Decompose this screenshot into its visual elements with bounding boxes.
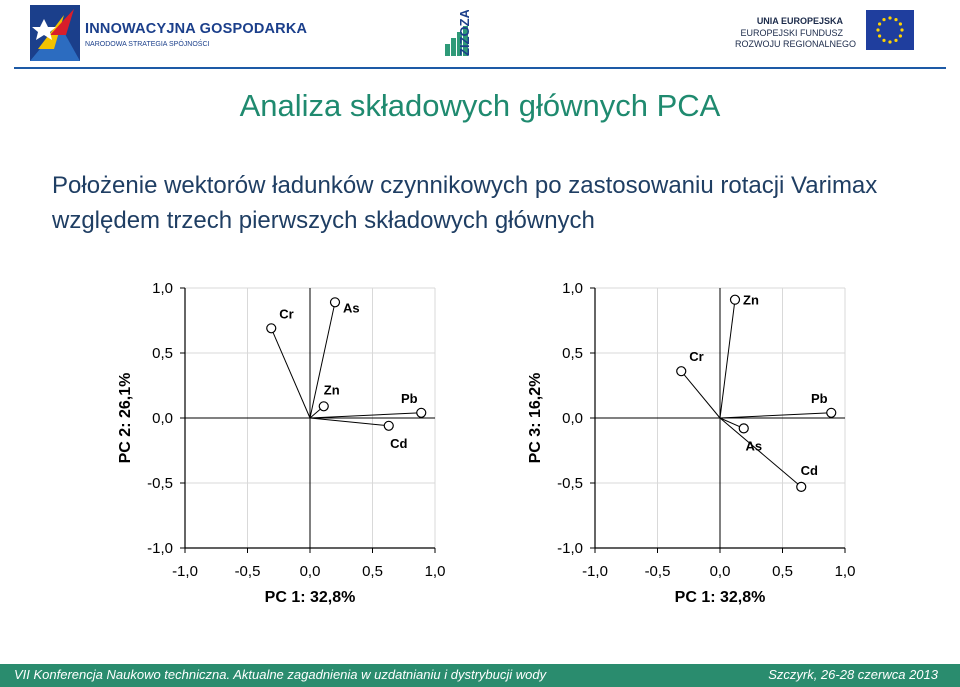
point-label-zn: Zn [743,292,759,308]
x-tick-label: 1,0 [834,563,856,580]
y-tick-label: 0,5 [562,345,583,362]
point-label-as: As [745,438,763,454]
y-tick-label: -0,5 [557,475,583,492]
loading-point-pb [417,408,426,417]
x-tick-label: -0,5 [234,563,261,580]
y-tick-label: 1,0 [562,280,583,297]
eu-star-icon [899,34,902,37]
eu-star-icon [894,39,897,42]
pca-chart-pc1-pc2 [100,262,500,622]
loading-vector-zn [720,300,735,418]
x-tick-label: -0,5 [644,563,671,580]
x-tick-label: 0,0 [709,563,731,580]
eu-logo-line1: UNIA EUROPEJSKA [756,16,843,26]
loading-point-cr [267,324,276,333]
header [0,0,960,70]
point-label-cd: Cd [390,435,408,451]
zizozap-logo-mark-icon [445,10,515,58]
x-tick-label: 0,5 [772,563,793,580]
y-axis-label: PC 3: 16,2% [527,372,544,464]
point-label-pb: Pb [810,390,828,406]
loading-point-cr [677,367,686,376]
eu-star-icon [899,22,902,25]
page-title: Analiza składowych głównych PCA [239,88,721,123]
loading-point-as [331,298,340,307]
eu-logo-line2: EUROPEJSKI FUNDUSZ [740,28,843,38]
eu-star-icon [876,28,879,31]
header-divider [14,67,946,69]
loading-point-cd [797,482,806,491]
loading-vector-cr [271,328,310,418]
y-tick-label: 1,0 [152,280,173,297]
x-tick-label: 0,0 [299,563,321,580]
y-tick-label: -1,0 [147,540,173,557]
y-tick-label: 0,0 [152,410,173,427]
zizozap-logo [445,10,515,58]
y-tick-label: -1,0 [557,540,583,557]
pca-chart-pc1-pc3 [510,262,910,622]
y-axis-label: PC 2: 26,1% [117,372,134,464]
loading-vector-pb [720,413,831,418]
eu-star-icon [888,16,891,19]
zizozap-logo-text: ZIZOZAP [457,10,472,56]
loading-vector-as [310,302,335,418]
loading-vector-cd [720,418,801,487]
loading-point-as [739,424,748,433]
loading-point-zn [319,402,328,411]
eu-star-icon [894,18,897,21]
loading-vector-pb [310,413,421,418]
point-label-as: As [343,300,360,316]
point-label-cr: Cr [689,349,704,365]
y-tick-label: 0,5 [152,345,173,362]
x-tick-label: 0,5 [362,563,383,580]
ig-logo-subtext: NARODOWA STRATEGIA SPÓJNOŚCI [85,41,210,48]
x-axis-label: PC 1: 32,8% [264,589,356,606]
eu-star-icon [882,39,885,42]
eu-star-icon [878,34,881,37]
point-label-cr: Cr [279,306,294,322]
footer [0,664,960,687]
point-label-pb: Pb [400,390,418,406]
point-label-zn: Zn [323,382,340,398]
eu-flag-icon [866,10,914,50]
eu-fund-logo [735,10,925,58]
loading-vector-cr [681,371,720,418]
ig-logo-mark-icon [30,5,80,61]
eu-star-icon [878,22,881,25]
loading-point-pb [827,408,836,417]
page-subtitle: Położenie wektorów ładunków czynnikowych po zastosowaniu rotacji Varimax względem trzech pierwszych składowych głównych [52,172,878,234]
chart-svg [100,262,500,622]
loading-point-zn [731,295,740,304]
eu-star-icon [900,28,903,31]
eu-logo-line3: ROZWOJU REGIONALNEGO [735,39,857,49]
loading-point-cd [384,421,393,430]
loading-vector-cd [310,418,389,426]
chart-svg [510,262,910,622]
point-label-cd: Cd [800,462,818,478]
footer-conference: VII Konferencja Naukowo techniczna. Aktualne zagadnienia w uzdatnianiu i dystrybucji wody [14,667,547,682]
innowacyjna-gospodarka-logo [30,5,308,61]
x-tick-label: -1,0 [172,563,198,580]
x-tick-label: -1,0 [582,563,608,580]
x-axis-label: PC 1: 32,8% [674,589,766,606]
ig-logo-text: INNOWACYJNA GOSPODARKA [85,21,308,37]
footer-location-date: Szczyrk, 26-28 czerwca 2013 [768,667,938,682]
y-tick-label: -0,5 [147,475,173,492]
eu-star-icon [882,18,885,21]
eu-star-icon [888,40,891,43]
x-tick-label: 1,0 [424,563,446,580]
y-tick-label: 0,0 [562,410,583,427]
